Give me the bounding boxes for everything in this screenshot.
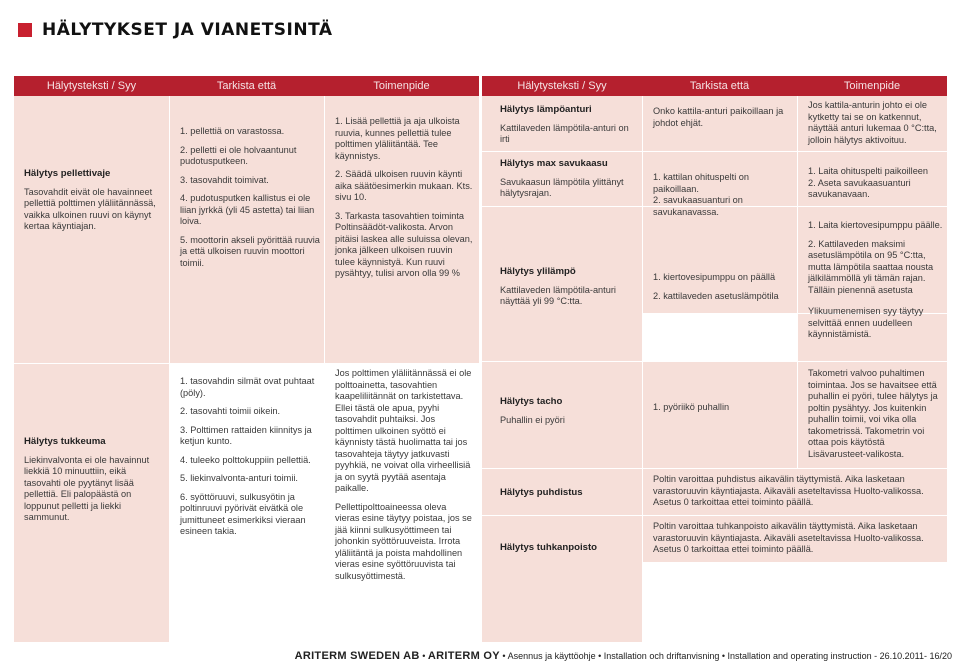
footer-info: Asennus ja käyttöohje • Installation och driftanvisning • Installation and operating instruction - 26.10.2011- 16/20 bbox=[507, 651, 952, 661]
left-alarm-table bbox=[14, 76, 479, 642]
check-text: Onko kattila-anturi paikoillaan ja johdot ehjät. bbox=[653, 106, 784, 128]
list-item: Jos polttimen yläliitännässä ei ole polttoainetta, tasovahtien kaapeliliitännät on tarkistettava. Ellei tästä ole apua, pyyhi tasovahdit puhtaiksi. Jos polttimen ulkoinen syöttö ei käynnisty tästä huolimatta tai jos tasovahteja täytyy jatkuvasti pyyhkiä, ne voivat olla virheellisiä ja on syytä pyytää asentaja paikalle. bbox=[335, 368, 472, 493]
alarm-overheat bbox=[500, 266, 638, 315]
action-text: Takometri valvoo puhaltimen toimintaa. Jos se havaitsee että puhallin ei pyöri, tulee hälytys ja poltin pysähtyy. Jos kuitenkin puhallin toimii, voi vika olla takometrissä. Takometrin voi ottaa pois käytöstä Lisävarusteet-valikosta. bbox=[808, 368, 938, 459]
list-item: Ylikuumenemisen syy täytyy selvittää ennen uudelleen käynnistämistä. bbox=[808, 306, 924, 339]
action-list bbox=[808, 220, 943, 348]
header-action: Toimenpide bbox=[373, 80, 430, 92]
alarm-pellet-shortage bbox=[24, 168, 164, 240]
alarm-description: Kattilaveden lämpötila-anturi näyttää yli 99 °C:tta. bbox=[500, 284, 616, 306]
list-item: 3. Polttimen rattaiden kiinnitys ja ketjun kunto. bbox=[180, 424, 312, 446]
bullet: • bbox=[422, 651, 428, 661]
alarm-description: Liekinvalvonta ei ole havainnut liekkiä 10 minuuttiin, eikä tasovahti ole pyytänyt lisää pellettiä. Eli palopäästä on loppunut pelletti ja liekki sammunut. bbox=[24, 454, 150, 522]
list-item: 4. tuleeko polttokuppiin pellettiä. bbox=[180, 454, 311, 465]
alarm-ash-removal bbox=[500, 542, 638, 561]
alarm-name: Hälytys tukkeuma bbox=[24, 436, 106, 447]
list-item: 2. Aseta savukaasuanturi savukanavaan. bbox=[808, 177, 911, 199]
alarm-name: Hälytys pellettivaje bbox=[24, 168, 111, 179]
brand-ariterm-sweden: ARITERM SWEDEN AB bbox=[294, 650, 420, 662]
list-item: 2. kattilaveden asetuslämpötila bbox=[653, 290, 779, 301]
list-item: 2. savukaasuanturi on savukanavassa. bbox=[653, 195, 743, 217]
right-alarm-table bbox=[482, 76, 947, 642]
list-item: 1. pellettiä on varastossa. bbox=[180, 126, 285, 136]
alarm-blockage bbox=[24, 436, 164, 531]
list-item: 2. Kattilaveden maksimi asetuslämpötila on 95 °C:tta, mutta lämpötila saattaa nousta jälkilämmöllä yli tämän rajan. Tälläin pienennä asetusta bbox=[808, 238, 934, 295]
action-text: Poltin varoittaa tuhkanpoisto aikavälin täyttymistä. Aika lasketaan varastoruuvin käyntiajasta. Aikaväli aseteltavissa Huolto-valikossa. Asetus 0 tarkoittaa ettei toiminto päällä. bbox=[653, 521, 924, 554]
list-item: 3. Tarkasta tasovahtien toiminta Poltinsäädöt-valikosta. Arvon pitäisi laskea alle suluissa olevan, jonka jälkeen ulkoisen ruuvin tulee käynnistyä. Kun ruuvi pysähtyy, tulisi arvon olla 99 % bbox=[335, 210, 473, 278]
list-item: 1. Laita ohituspelti paikoilleen bbox=[808, 166, 929, 176]
red-square-icon bbox=[18, 23, 32, 37]
alarm-name: Hälytys puhdistus bbox=[500, 487, 583, 498]
alarm-name: Hälytys max savukaasu bbox=[500, 158, 608, 169]
table-header bbox=[482, 76, 947, 96]
list-item: 3. tasovahdit toimivat. bbox=[180, 174, 269, 185]
action-list bbox=[335, 116, 473, 287]
page-title: HÄLYTYKSET JA VIANETSINTÄ bbox=[42, 20, 333, 40]
bullet: • bbox=[502, 651, 508, 661]
action-text: Poltin varoittaa puhdistus aikavälin täyttymistä. Aika lasketaan varastoruuvin käyntiajasta. Aikaväli aseteltavissa Huolto-valikossa. Asetus 0 tarkoittaa ettei toiminto päällä. bbox=[653, 474, 924, 507]
table-header bbox=[14, 76, 479, 96]
list-item: 1. Laita kiertovesipumppu päälle. bbox=[808, 220, 943, 230]
alarm-description: Kattilaveden lämpötila-anturi on irti bbox=[500, 122, 629, 144]
list-item: 2. pelletti ei ole holvaantunut pudotusputkeen. bbox=[180, 144, 297, 166]
alarm-temp-sensor bbox=[500, 104, 638, 153]
list-item: Pellettipolttoaineessa oleva vieras esine täytyy poistaa, jos se jää kiinni sulkusyöttimeen tai johonkin syöttöruuveista. Irrota yläliitäntä ja poista mahdollinen vieras esine syöttöruuvista tai sulkusyöttimestä. bbox=[335, 501, 472, 581]
check-list bbox=[653, 172, 793, 218]
alarm-description: Tasovahdit eivät ole havainneet pellettiä polttimen yläliitännässä, vaikka ulkoinen ruuvi on käynyt kertaa käyntiajan. bbox=[24, 186, 156, 231]
action-text: Jos kattila-anturin johto ei ole kytketty tai se on katkennut, näyttää anturi lukemaa 0 °C:tta, jolloin hälytys aktivoituu. bbox=[808, 100, 937, 145]
brand-ariterm-oy: ARITERM OY bbox=[427, 650, 500, 662]
check-list bbox=[180, 376, 322, 545]
action-list bbox=[335, 368, 473, 589]
alarm-name: Hälytys lämpöanturi bbox=[500, 104, 592, 115]
alarm-name: Hälytys ylilämpö bbox=[500, 266, 576, 277]
list-item: 5. liekinvalvonta-anturi toimii. bbox=[180, 473, 298, 483]
list-item: 4. pudotusputken kallistus ei ole liian jyrkkä (yli 45 astetta) tai liian loiva. bbox=[180, 193, 315, 226]
page-title-block bbox=[18, 20, 333, 40]
check-list bbox=[653, 272, 793, 309]
list-item: 2. tasovahti toimii oikein. bbox=[180, 406, 281, 416]
alarm-name: Hälytys tacho bbox=[500, 396, 563, 407]
alarm-description: Savukaasun lämpötila ylittänyt hälytysrajan. bbox=[500, 176, 624, 198]
list-item: 1. kiertovesipumppu on päällä bbox=[653, 272, 776, 282]
list-item: 6. syöttöruuvi, sulkusyötin ja poltinruuvi pyörivät eivätkä ole jumittuneet esimerkiksi vieraan esineen takia. bbox=[180, 491, 306, 536]
alarm-max-flue-gas bbox=[500, 158, 638, 207]
action-list bbox=[808, 166, 943, 201]
list-item: 2. Säädä ulkoisen ruuvin käynti aika säätöesimerkin mukaan. Kts. sivu 10. bbox=[335, 169, 473, 202]
list-item: 1. kattilan ohituspelti on paikoillaan. bbox=[653, 172, 750, 194]
check-text: 1. pyöriikö puhallin bbox=[653, 402, 730, 412]
header-check: Tarkista että bbox=[689, 80, 750, 92]
check-list bbox=[180, 126, 320, 276]
alarm-cleaning bbox=[500, 487, 638, 506]
header-alarm-text: Hälytysteksti / Syy bbox=[517, 80, 607, 92]
list-item: 5. moottorin akseli pyörittää ruuvia ja että ulkoisen ruuvin moottori toimii. bbox=[180, 234, 320, 268]
header-action: Toimenpide bbox=[843, 80, 901, 92]
header-alarm-text: Hälytysteksti / Syy bbox=[46, 80, 137, 92]
header-check: Tarkista että bbox=[216, 80, 277, 92]
list-item: 1. tasovahdin silmät ovat puhtaat (pöly). bbox=[180, 376, 315, 398]
alarm-description: Puhallin ei pyöri bbox=[500, 414, 565, 425]
alarm-name: Hälytys tuhkanpoisto bbox=[500, 542, 598, 553]
alarm-tacho bbox=[500, 396, 638, 433]
list-item: 1. Lisää pellettiä ja aja ulkoista ruuvia, kunnes pellettiä tulee polttimen yläliitäntää. Tee käynnistys. bbox=[335, 116, 460, 161]
